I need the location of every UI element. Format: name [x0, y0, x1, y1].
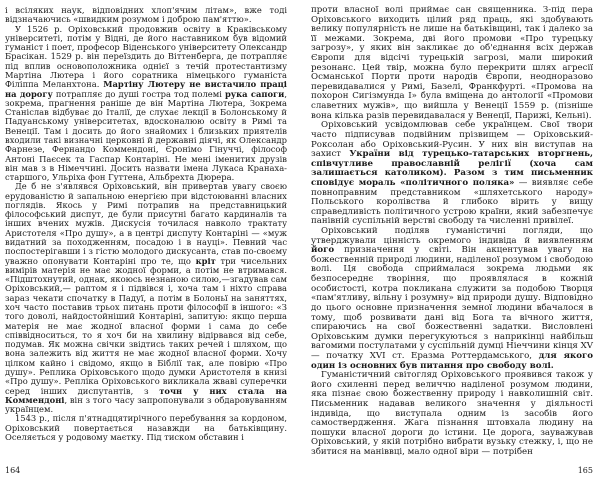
bold-text-run: Мартіну Лютеру не вистачило праці на дорогу — [5, 79, 287, 99]
bold-text-run: рука сапоги — [224, 88, 285, 99]
paragraph — [311, 371, 593, 457]
left-page — [5, 6, 287, 476]
text-run: і всіляких наук, відповідних хлоп'ячим літам», вже тоді відзначаючись «швидким розумом і доброю пам'яттю». — [5, 5, 287, 25]
paragraph — [5, 25, 287, 183]
bold-text-run: точн у них стала на Коммендоні — [5, 385, 287, 405]
text-run: Оріховський усвідомлював себе українцем. Свої твори часто підписував подвійним прізвищем — Оріховський-Роксолан або Оріховський-Русин. У них він виступав на захист — [311, 120, 593, 160]
paragraph — [311, 121, 593, 227]
text-run: проти власної волі приймає сан священника. З-під пера Оріховського виходить цілий ряд праць, які здобувають велику популярність не лише на батьківщині, так і далеко за її межами. Зокрема, дві його промови «Про турецьку загрозу», у яких він закликає до об'єднання всіх держав Європи для відсічі турецькій загрозі, мали широкий резонанс. Цей твір, можна було перекрити шлях агресії Османської Порти проти народів Європи, неодноразово перевидавалися у Римі, Базелі, Франкфурті. «Промова на похорон Сигізмунда І» була вміщена до антології «Промови славетних мужів», що вийшла у Венеції 1559 р. (пізніше вона кілька разів перевидавалася у Венеції, Парижі, Кельні). — [311, 5, 593, 121]
text-run: потрапляє до душі гостра тод полемі — [52, 88, 225, 99]
paragraph — [311, 6, 593, 121]
bold-text-run: для якого один із основних був питання про свободу волі. — [311, 350, 593, 371]
text-run: — виявляє себе повноправним представником «шляхетського народу» Польського королівства й глибоко вірить у вищу справедливість політичного устрою країни, який забезпечує панівній суспільній верстві свободу та численні привілеї. — [311, 177, 593, 227]
paragraph — [5, 6, 287, 25]
bold-text-run: кріт — [195, 255, 216, 266]
text-run: призначення у світі. Він акцентував увагу на божественній природі людини, наділеної розумом і свободою волі. Ця свобода сприймалася зокрема людьми як безпосереднє творіння, що проявлялася в кожній особистості, котра покликана служити за подобою Творця «пам'ятливу, вільну і розумну» від природи душу. Відповідно до цього основне призначення земної людини вбачалося в тому, щоб розвивати дані від Бога та вічного життя, спираючись на свої божественні задатки. Висловлені Оріховським думки перегукуються з наприкінці найбільш вагомими постулатами у суспільній думці Ніеччини кінця XV — початку XVI ст. Еразма Роттердамського, — [311, 245, 593, 361]
right-page-text — [311, 6, 593, 458]
paragraph — [5, 182, 287, 414]
text-run: Гуманістичний світогляд Оріховського проявився також у його схиленні перед величчю наділеної розумом людини, яка пізнає свою божественну природу і навколишній світ. Письменник надавав великого значення у діяльності індивіда, що виступала одним із засобів його самоствердження. Жага пізнання штовхала людину на пошуки власної дороги до істини. Це дорога, зауважував Оріховський, у якій потрібно вибрати вузьку стежку, і, що не збитися на маніввці, мало одної віри — потрібен — [311, 370, 593, 458]
paragraph — [311, 227, 593, 371]
text-run: Де б не з'являвся Оріховський, він привертав увагу своєю ерудованістю й запальною енергією при відстоюванні власних поглядів. Якось у Римі потрапив на представницький філософський диспут, де були присутні багато кардиналів та інших вчених мужів. Дискусія точилася навколо трактату Аристотеля «Про душу», а в центрі диспуту Контаріні — «муж видатний за походженням, посадою і в науці». Певний час поспостерігавши і з гістю молодого дискусанта, став по-своєму уважно опонувати Контаріні про те, що — [5, 181, 287, 266]
paragraph — [5, 414, 287, 442]
right-page — [311, 6, 593, 476]
text-run: три чисельних вимірів матерія не має жодної форми, а потім не втримався. «Підштохнутий, однак, якоюсь незнаною силою,—згадував сам Оріховський,— раптом я і підвівся і, хоча там і ніхто справа зараз чекати спочатку в Падуї, а потім в Болоньї на заняттях, хоч часто поставив трьох питань проти філософії в іншого: «З того доволі, найдостойніший Контаріні, запитую: якщо перша матерія не має жодної власної форми і сама до себе співвідноситься, то я хоч би на хвилину відірвався від себе, подумав. Як можна свічки звідтись таких речей і шляхом, що вона залежить від життя не має жодної власної форми. Хочу цілком кайно і свідомо, якщо в Біблії так, але повірю «Про душу». Реплика Оріховського щодо думки Аристотеля в книзі «Про душу». Репліка Оріховського викликала жваві суперечки серед інших диспутантів, з — [5, 255, 287, 396]
text-run: , зокрема, прагнення раніше де він Мартіна Лютера, Зокрема Станіслав відбуває до Італії, де слухає лекції в Болонському й Падуанському університетах, вдосконалюю освіту в Римі та Венеції. Там і досить до його знайомих і близьких приятелів входили такі визначні церковні й державні діячі, як Олександр Фарнезе, Фернандо Коммендоні, Єронімо Гінуччі, філософ Антоні Паєсек та Гаспар Контаріні. Не мені іменитих друзів він мав з в Німеччині. Досить назвати імена Лукаса Кранаха-старшого, Ульріха фон Гуттена, Альбрехта Дюрера. — [5, 88, 287, 183]
left-page-text — [5, 6, 287, 442]
right-page-number: 165 — [577, 466, 593, 475]
left-page-number: 164 — [5, 466, 21, 475]
text-run: 1543 р., після п'ятнадцятирічного перебування за кордоном, Оріховський повертається назавжди на батьківщину. Оселяється у родовому маєтку. Під тиском обставин і — [5, 413, 287, 442]
text-run: Оріховський поділяв гуманістичні погляди, що утверджували цінність окремого індивіда й виявленням — [311, 226, 593, 246]
text-run: , він з того часу запропонували з обдаровуванням українцем. — [5, 394, 287, 415]
bold-text-run: його — [311, 245, 335, 256]
text-run: У 1526 р. Оріховський продовжив освіту в Краківському університеті, потім у Відні, де його наставником був відомий гуманіст і поет, професор Віденського університету Олександр Брасікан. 1529 р. він переїздить до Віттенберга, де потрапляє під вплив основоположника однієї з течій протестантизму Мартіна Лютера і його соратника німецького гуманіста Філіппа Меланхтона. — [5, 23, 287, 90]
bold-text-run: України від турецько-татарських вторгнень, співчутливе православній релігії (хоча сам залишається католиком). Разом з тим письменник сповідує мораль «політичного поляка» — [311, 149, 593, 188]
